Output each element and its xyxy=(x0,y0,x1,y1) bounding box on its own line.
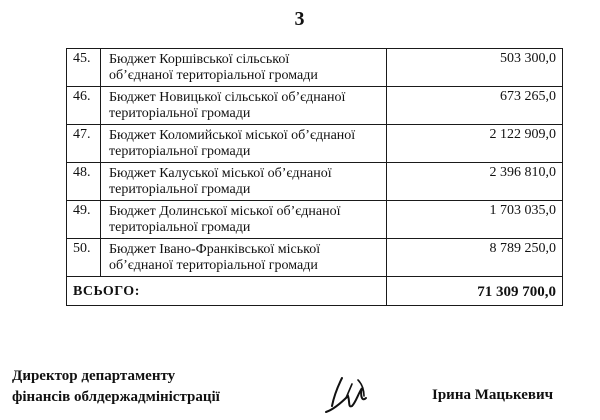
row-name xyxy=(101,239,387,277)
row-name-line: об’єднаної територіальної громади xyxy=(109,68,318,83)
row-number: 48. xyxy=(67,163,101,201)
table-row xyxy=(67,163,563,201)
row-name-line: Бюджет Коломийської міської об’єднаної xyxy=(109,128,356,143)
table-row xyxy=(67,49,563,87)
row-name-line: територіальної громади xyxy=(109,144,251,159)
row-name-line: територіальної громади xyxy=(109,182,251,197)
row-number: 49. xyxy=(67,201,101,239)
row-name xyxy=(101,163,387,201)
row-amount: 2 396 810,0 xyxy=(387,163,563,201)
signatory-title-line: Директор департаменту xyxy=(12,368,176,384)
budget-table xyxy=(66,48,563,306)
row-name-line: Бюджет Новицької сільської об’єднаної xyxy=(109,90,346,105)
row-name-line: територіальної громади xyxy=(109,106,251,121)
total-amount: 71 309 700,0 xyxy=(387,277,563,306)
total-label: ВСЬОГО: xyxy=(67,277,387,306)
row-name xyxy=(101,87,387,125)
row-amount: 8 789 250,0 xyxy=(387,239,563,277)
table-row xyxy=(67,125,563,163)
table-row xyxy=(67,87,563,125)
row-name-line: Бюджет Коршівської сільської xyxy=(109,52,290,67)
row-number: 50. xyxy=(67,239,101,277)
row-name xyxy=(101,201,387,239)
row-name-line: територіальної громади xyxy=(109,220,251,235)
row-name-line: Бюджет Долинської міської об’єднаної xyxy=(109,204,341,219)
table-row xyxy=(67,239,563,277)
row-amount: 2 122 909,0 xyxy=(387,125,563,163)
signatory-title xyxy=(12,366,220,408)
row-name-line: Бюджет Калуської міської об’єднаної xyxy=(109,166,332,181)
row-name xyxy=(101,125,387,163)
table-row xyxy=(67,201,563,239)
row-name-line: Бюджет Івано-Франківської міської xyxy=(109,242,321,257)
row-number: 47. xyxy=(67,125,101,163)
row-name-line: об’єднаної територіальної громади xyxy=(109,258,318,273)
row-name xyxy=(101,49,387,87)
signatory-title-line: фінансів облдержадміністрації xyxy=(12,389,220,405)
total-row xyxy=(67,277,563,306)
row-amount: 673 265,0 xyxy=(387,87,563,125)
handwritten-signature xyxy=(318,372,378,418)
row-number: 45. xyxy=(67,49,101,87)
row-amount: 1 703 035,0 xyxy=(387,201,563,239)
row-amount: 503 300,0 xyxy=(387,49,563,87)
page-number: 3 xyxy=(294,8,306,30)
signer-name: Ірина Мацькевич xyxy=(432,387,554,403)
row-number: 46. xyxy=(67,87,101,125)
